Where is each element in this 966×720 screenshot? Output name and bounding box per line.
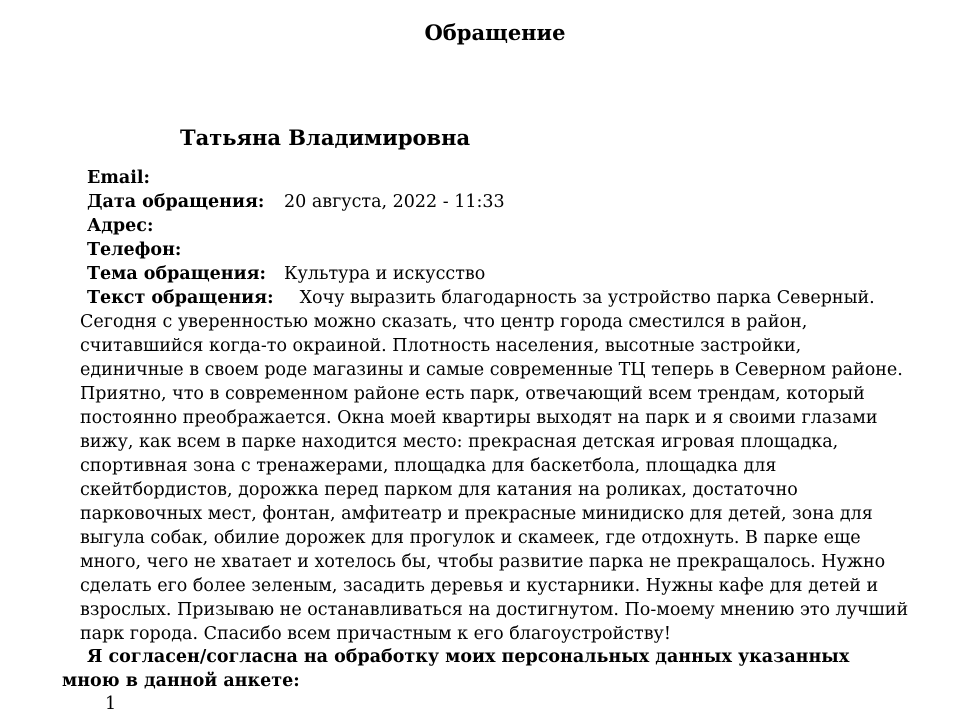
message-block — [80, 286, 910, 646]
field-date-label: Дата обращения: — [87, 192, 265, 212]
field-email — [87, 166, 150, 190]
consent-value: 1 — [105, 694, 117, 714]
field-topic-label: Тема обращения: — [87, 264, 266, 284]
person-name: Татьяна Владимировна — [180, 125, 471, 150]
field-address — [87, 214, 153, 238]
message-label: Текст обращения: — [87, 288, 274, 308]
field-phone — [87, 238, 181, 262]
document-title: Обращение — [424, 20, 566, 45]
field-email-label: Email: — [87, 168, 150, 188]
consent-label: Я согласен/согласна на обработку моих персональных данных указанных мною в данной анкете: — [62, 647, 850, 691]
field-phone-label: Телефон: — [87, 240, 182, 260]
field-date — [87, 190, 505, 214]
field-address-label: Адрес: — [87, 216, 154, 236]
field-topic-value: Культура и искусство — [284, 264, 486, 284]
field-date-value: 20 августа, 2022 - 11:33 — [284, 192, 505, 212]
field-topic — [87, 262, 486, 286]
message-text: Хочу выразить благодарность за устройство парка Северный. Сегодня с уверенностью можно сказать, что центр города сместился в район, считавшийся когда-то окраиной. Плотность населения, высотные застройки, единичные в своем роде магазины и самые современные ТЦ теперь в Северном районе. Приятно, что в современном районе есть парк, отвечающий всем трендам, который постоянно преображается. Окна моей квартиры выходят на парк и я своими глазами вижу, как всем в парке находится место: прекрасная детская игровая площадка, спортивная зона с тренажерами, площадка для баскетбола, площадка для скейтбордистов, дорожка перед парком для катания на роликах, достаточно парковочных мест, фонтан, амфитеатр и прекрасные минидиско для детей, зона для выгула собак, обилие дорожек для прогулок и скамеек, где отдохнуть. В парке еще много, чего не хватает и хотелось бы, чтобы развитие парка не прекращалось. Нужно сделать его более зеленым, засадить деревья и кустарники. Нужны кафе для детей и взрослых. Призываю не останавливаться на достигнутом. По-моему мнению это лучший парк города. Спасибо всем причастным к его благоустройству! — [80, 288, 909, 644]
